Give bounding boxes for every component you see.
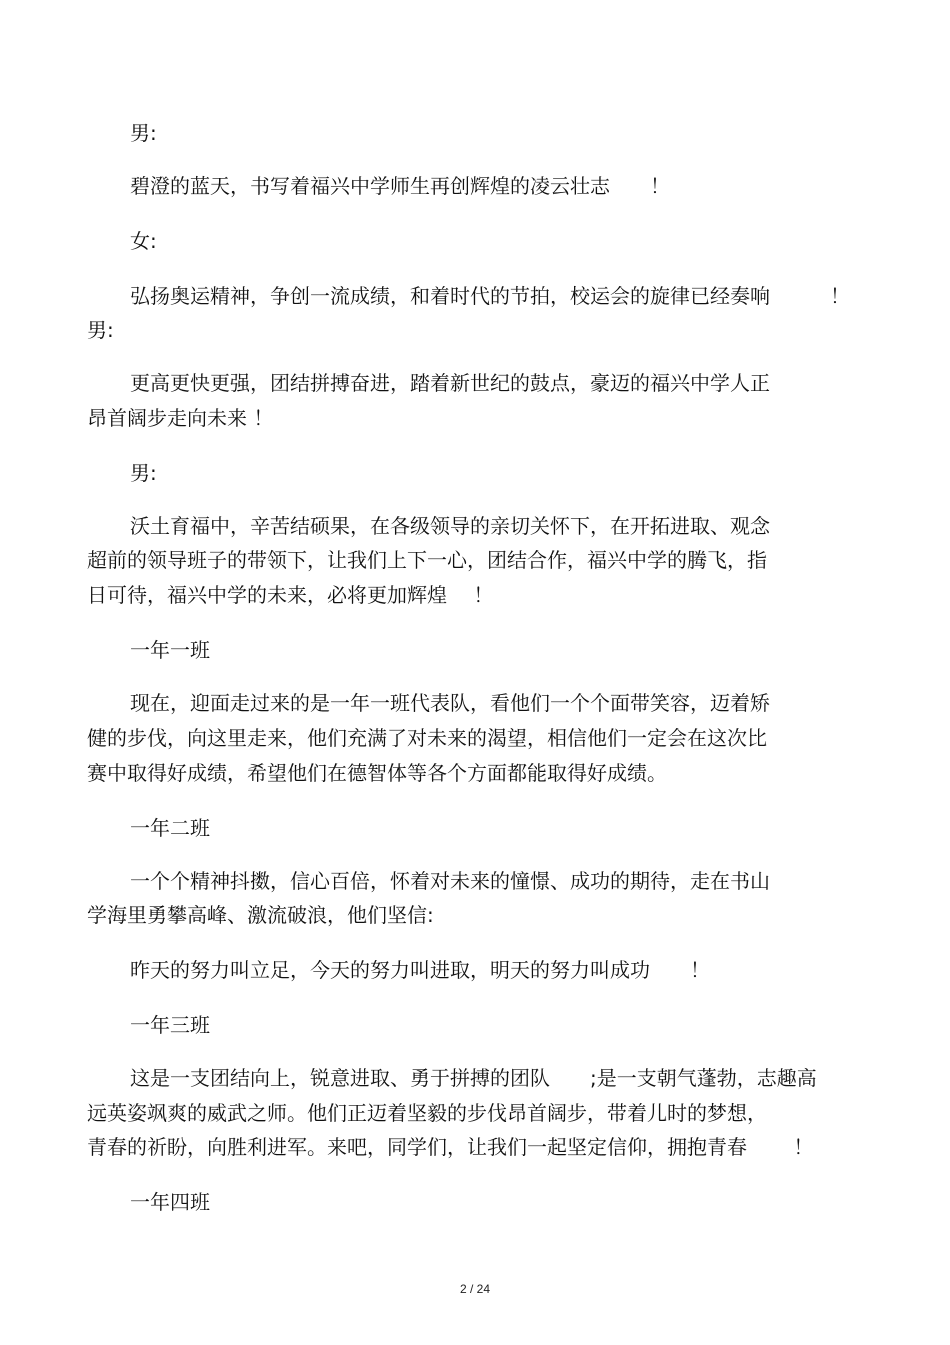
speaker-label-male: 男:: [130, 121, 157, 145]
section-heading-class-1-2: 一年二班: [130, 816, 210, 840]
paragraph-line: 现在，迎面走过来的是一年一班代表队，看他们一个个面带笑容，迈着矫: [130, 691, 770, 715]
speaker-label-male: 男:: [87, 318, 114, 342]
section-heading-class-1-1: 一年一班: [130, 638, 210, 662]
paragraph-line: 青春的祈盼，向胜利进军。来吧，同学们，让我们一起坚定信仰，拥抱青春 ！: [87, 1135, 814, 1159]
paragraph-line: 超前的领导班子的带领下，让我们上下一心，团结合作，福兴中学的腾飞，指: [87, 548, 767, 572]
paragraph-line: 昂首阔步走向未来 ！: [87, 406, 274, 430]
section-heading-class-1-4: 一年四班: [130, 1190, 210, 1214]
page-number: 2: [459, 1282, 467, 1296]
paragraph-line: 碧澄的蓝天，书写着福兴中学师生再创辉煌的凌云壮志 ！: [130, 174, 670, 198]
paragraph-line: 赛中取得好成绩，希望他们在德智体等各个方面都能取得好成绩。: [87, 761, 667, 785]
speaker-label-male: 男:: [130, 461, 157, 485]
page-footer: [0, 1282, 950, 1296]
total-pages: 24: [476, 1282, 491, 1296]
page-separator: /: [469, 1282, 474, 1296]
paragraph-line: 沃土育福中，辛苦结硕果，在各级领导的亲切关怀下，在开拓进取、观念: [130, 514, 770, 538]
paragraph-line: 昨天的努力叫立足，今天的努力叫进取，明天的努力叫成功 ！: [130, 958, 710, 982]
speaker-label-female: 女:: [130, 229, 157, 253]
paragraph-line: 学海里勇攀高峰、激流破浪，他们坚信:: [87, 903, 434, 927]
paragraph-line: 一个个精神抖擞，信心百倍，怀着对未来的憧憬、成功的期待，走在书山: [130, 869, 770, 893]
paragraph-line: 健的步伐，向这里走来，他们充满了对未来的渴望，相信他们一定会在这次比: [87, 726, 767, 750]
paragraph-line: 远英姿飒爽的威武之师。他们正迈着坚毅的步伐昂首阔步，带着儿时的梦想，: [87, 1101, 767, 1125]
paragraph-line: 弘扬奥运精神，争创一流成绩，和着时代的节拍，校运会的旋律已经奏响 ！: [130, 284, 850, 308]
paragraph-line: 这是一支团结向上，锐意进取、勇于拼搏的团队 ;是一支朝气蓬勃，志趣高: [130, 1066, 817, 1090]
section-heading-class-1-3: 一年三班: [130, 1013, 210, 1037]
paragraph-line: 更高更快更强，团结拼搏奋进，踏着新世纪的鼓点，豪迈的福兴中学人正: [130, 371, 770, 395]
paragraph-line: 日可待，福兴中学的未来，必将更加辉煌 ！: [87, 583, 494, 607]
